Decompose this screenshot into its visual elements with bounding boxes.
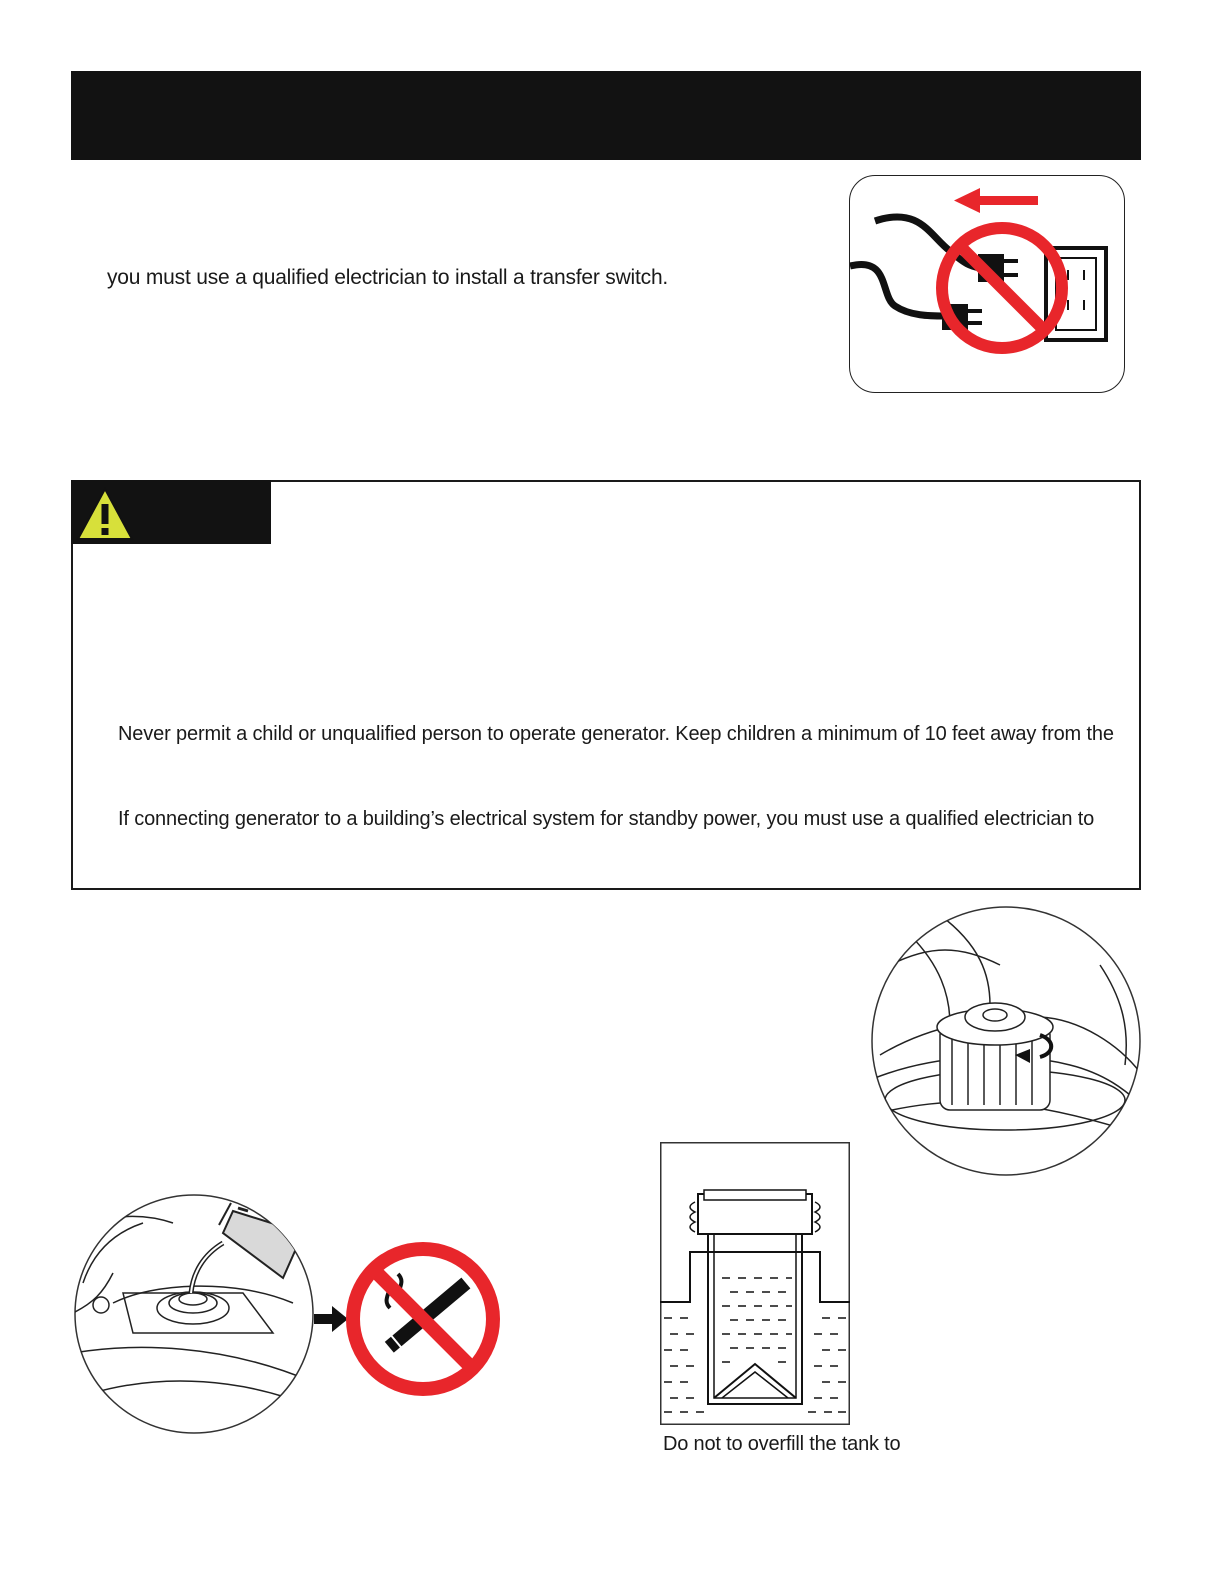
- no-backfeed-plug-icon: [850, 176, 1125, 393]
- no-smoking-icon: [344, 1240, 502, 1398]
- warning-line-electrician: If connecting generator to a building’s electrical system for standby power, you must use a qualified electrician to: [118, 808, 1095, 830]
- section-header-bar: [71, 71, 1141, 160]
- fuel-cap-icon: [870, 905, 1142, 1177]
- no-backfeed-illustration: [849, 175, 1125, 393]
- transfer-switch-note: you must use a qualified electrician to install a transfer switch.: [107, 266, 669, 289]
- warning-line-children: Never permit a child or unqualified person to operate generator. Keep children a minimum of 10 feet away from the: [118, 723, 1114, 745]
- tank-caption: Do not to overfill the tank to: [663, 1433, 901, 1455]
- fueling-icon: [73, 1193, 315, 1435]
- fuel-level-icon: [660, 1142, 850, 1425]
- warning-label-tab: [71, 480, 271, 544]
- warning-triangle-icon: [75, 486, 135, 542]
- arrow-right-icon: [314, 1306, 348, 1332]
